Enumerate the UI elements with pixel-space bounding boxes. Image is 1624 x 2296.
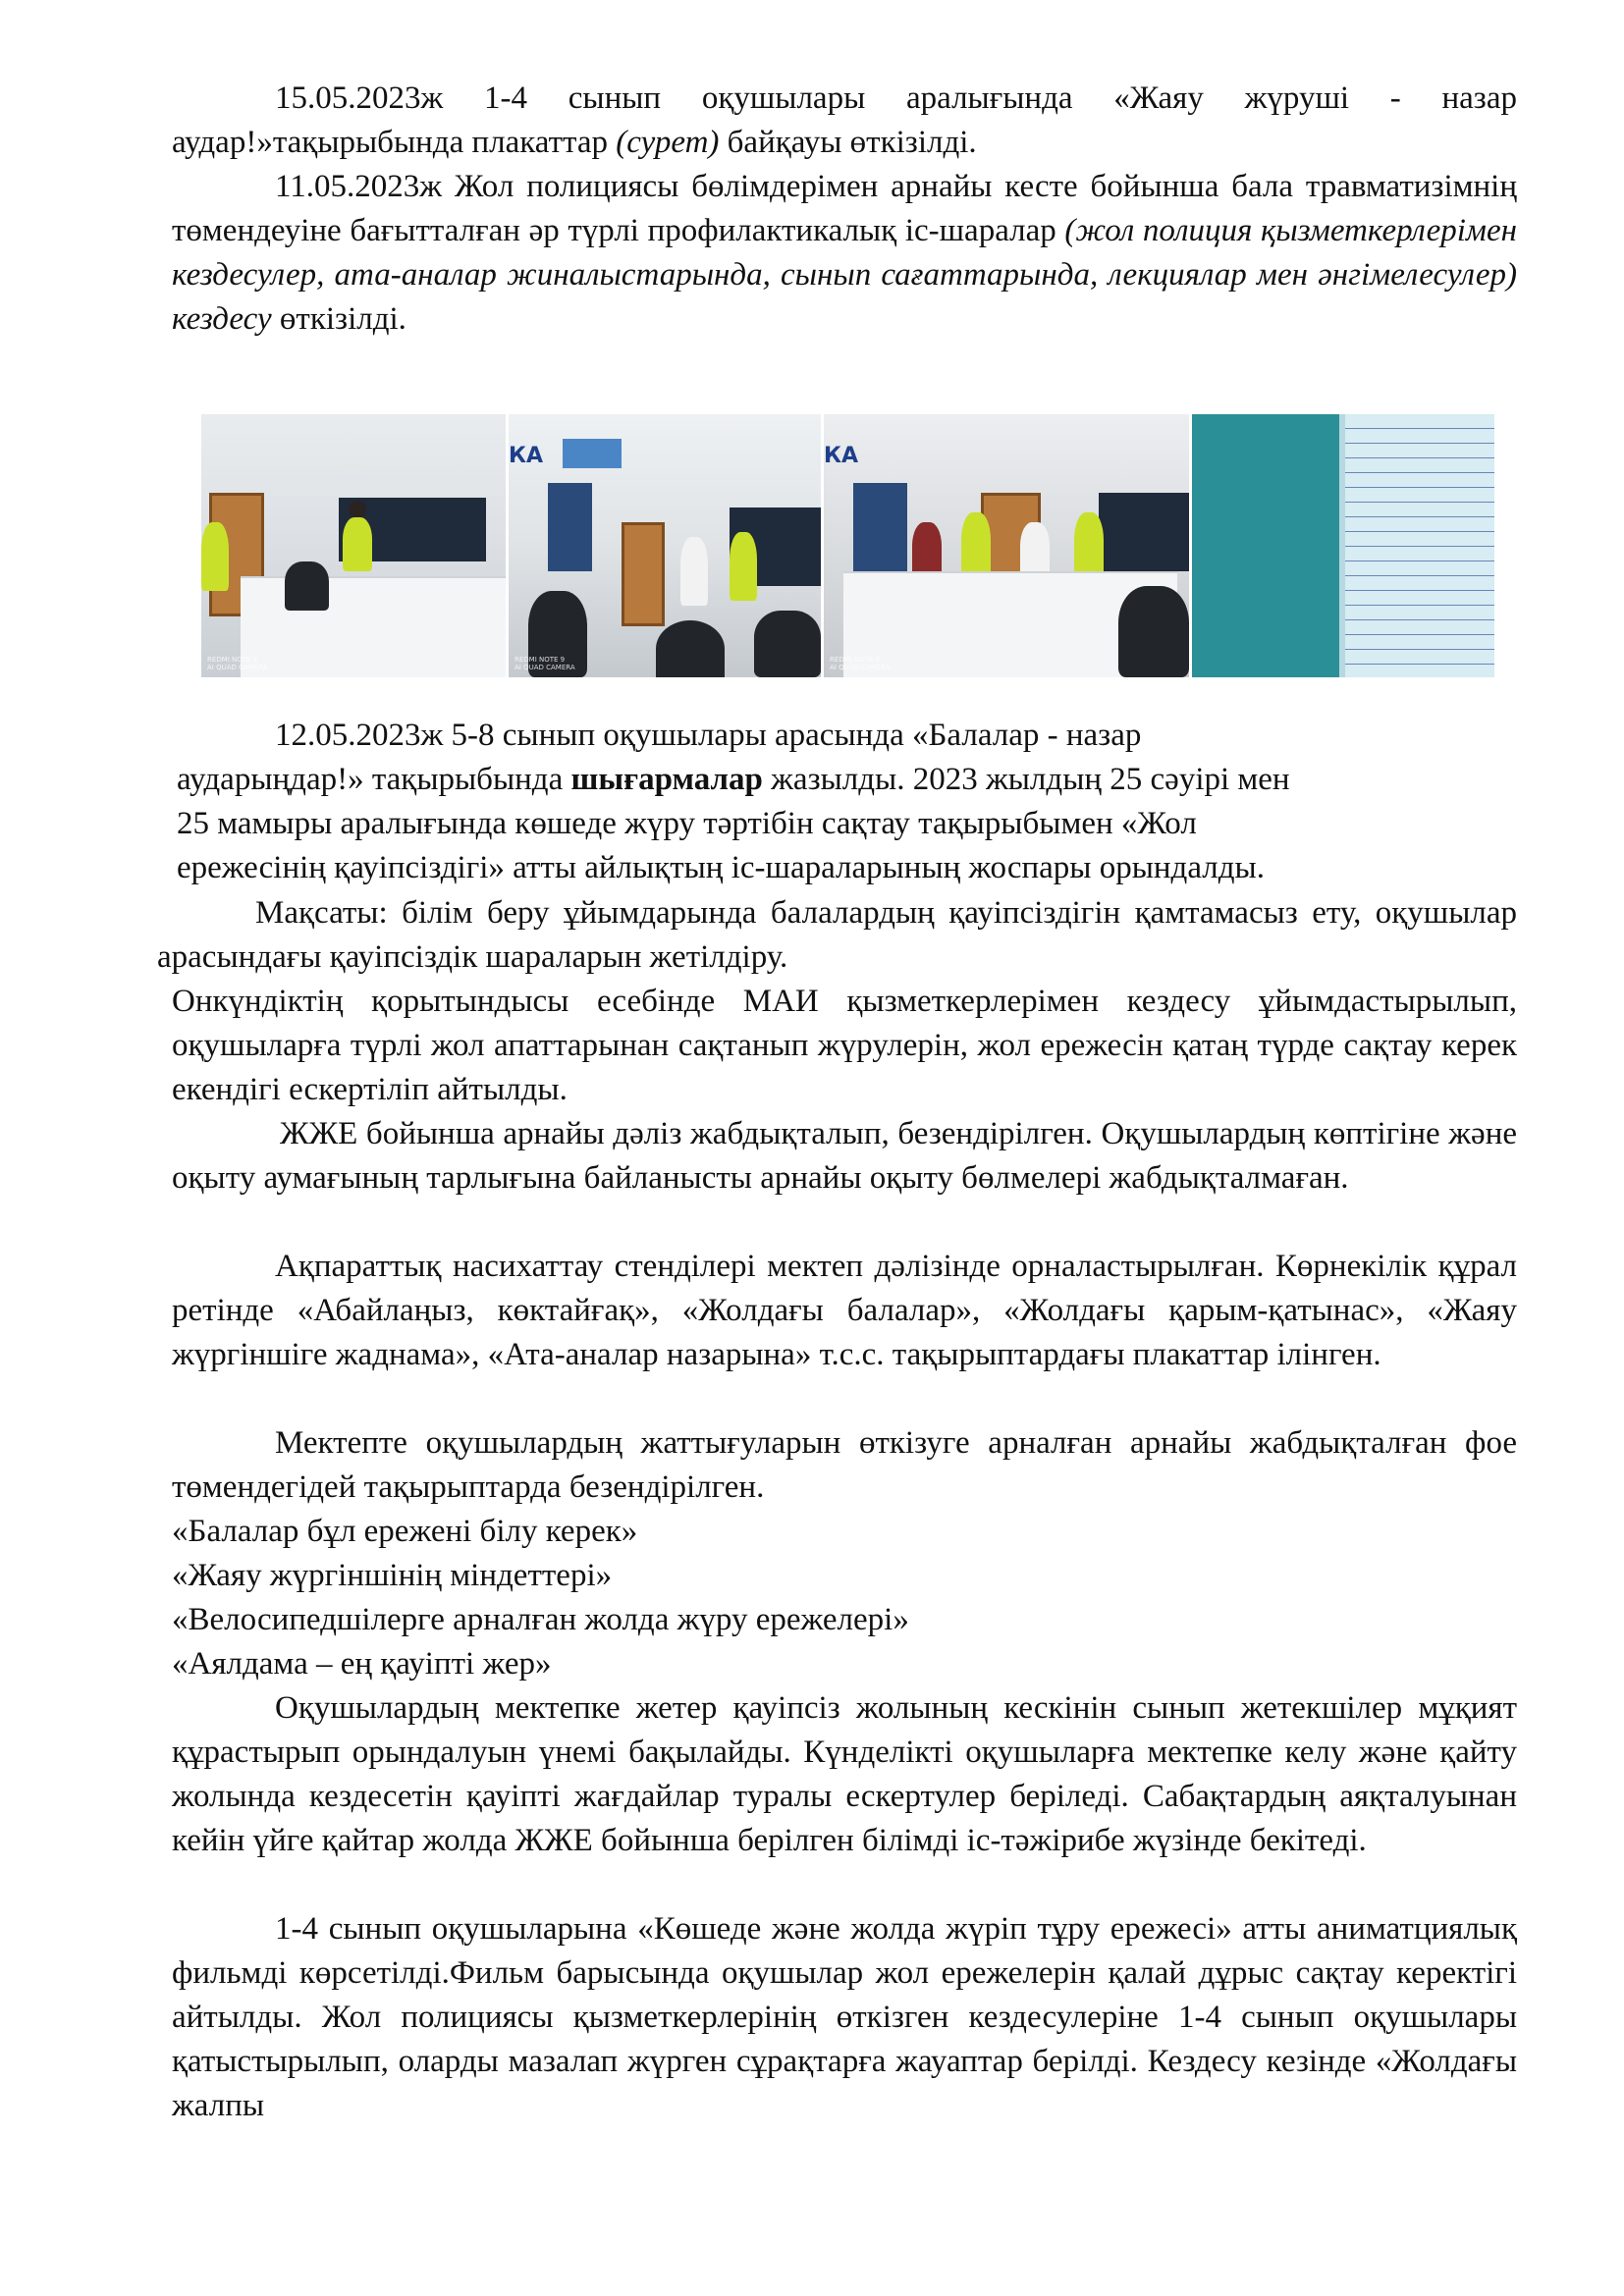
handwritten-essay (1339, 414, 1494, 677)
list-item: «Жаяу жүргіншінің міндеттері» (172, 1558, 613, 1593)
list-item: «Балалар бұл ережені білу керек» (172, 1514, 638, 1549)
photo-classroom-3: КА REDMI NOTE 9 AI QUAD CAMERA (824, 414, 1189, 677)
photo-notebook (1192, 414, 1494, 677)
photo-classroom-1 (201, 414, 506, 677)
paragraph-essays: 12.05.2023ж 5-8 сынып оқушылары арасында «Балалар - назар аударыңдар!» тақырыбында шығармалар жазылды. 2023 жылдың 25 сәуірі мен 25 мамыры аралығында көшеде жүру тәртібін сақтау тақырыбымен «Жол ережесінің қауіпсіздігі» атты айлықтың іс-шараларының жоспары орындалды. (177, 718, 1290, 885)
paragraph-summary: Онкүндіктің қорытындысы есебінде МАИ қызметкерлерімен кездесу ұйымдастырылып, оқушыларға түрлі жол апаттарынан сақтанып жүрулерін, жол ережесін қатаң түрде сақтау керек екендігі ескертіліп айтылды. (172, 984, 1517, 1107)
camera-watermark: REDMI NOTE 9 AI QUAD CAMERA (207, 656, 268, 671)
paragraph-safe-route: Оқушылардың мектепке жетер қауіпсіз жолының кескінін сынып жетекшілер мұқият құрастырып орындалуын үнемі бақылайды. Күнделікті оқушыларға мектепке келу және қайту жолында кездесетін қауіпті жағдайлар туралы ескертулер беріледі. Сабақтардың аяқталуынан кейін үйге қайтар жолда ЖЖЕ бойынша берілген білімді іс-тәжірибе жүзінде бекітеді. (172, 1690, 1517, 1858)
poster-letters: КА (509, 444, 544, 468)
photo-strip (201, 414, 1497, 677)
paragraph-animation: 1-4 сынып оқушыларына «Көшеде және жолда жүріп тұру ережесі» атты аниматциялық фильмді көрсетілді.Фильм барысында оқушылар жол ережелерін қалай дұрыс сақтау керектігі айтылды. Жол полициясы қызметкерлерінің өткізген кездесулеріне 1-4 сынып оқушылары қатыстырылып, оларды мазалап жүрген сұрақтарға жауаптар берілді. Кездесу кезінде «Жолдағы жалпы (172, 1911, 1517, 2123)
photo-classroom-2: КА REDMI NOTE 9 AI QUAD CAMERA (509, 414, 821, 677)
paragraph-foyer: Мектепте оқушылардың жаттығуларын өткізуге арналған арнайы жабдықталған фое төмендегідей тақырыптарда безендірілген. (172, 1425, 1517, 1505)
list-item: «Велосипедшілерге арналған жолда жүру ережелері» (172, 1602, 909, 1637)
poster-topic-list (172, 1510, 1517, 1686)
paragraph-poster-contest: 15.05.2023ж 1-4 сынып оқушылары аралығында «Жаяу жүруші - назар аудар!»тақырыбында плакаттар (сурет) байқауы өткізілді. (172, 80, 1517, 160)
list-item: «Аялдама – ең қауіпті жер» (172, 1646, 552, 1682)
paragraph-stands: Ақпараттық насихаттау стенділері мектеп дәлізінде орналастырылған. Көрнекілік құрал ретінде «Абайлаңыз, көктайғақ», «Жолдағы балалар», «Жолдағы қарым-қатынас», «Жаяу жүргіншіге жаднама», «Ата-аналар назарына» т.с.с. тақырыптардағы плакаттар ілінген. (172, 1249, 1517, 1372)
paragraph-goal: Мақсаты: білім беру ұйымдарында балалардың қауіпсіздігін қамтамасыз ету, оқушылар арасындағы қауіпсіздік шараларын жетілдіру. (157, 895, 1517, 975)
paragraph-corridor: ЖЖЕ бойынша арнайы дәліз жабдықталып, безендірілген. Оқушылардың көптігіне және оқыту аумағының тарлығына байланысты арнайы оқыту бөлмелері жабдықталмаған. (172, 1116, 1517, 1196)
paragraph-police-events: 11.05.2023ж Жол полициясы бөлімдерімен арнайы кесте бойынша бала травматизімнің төмендеуіне бағытталған әр түрлі профилактикалық іс-шаралар (жол полиция қызметкерлерімен кездесулер, ата-аналар жиналыстарында, сынып сағаттарында, лекциялар мен әнгімелесулер) кездесу өткізілді. (172, 169, 1517, 337)
